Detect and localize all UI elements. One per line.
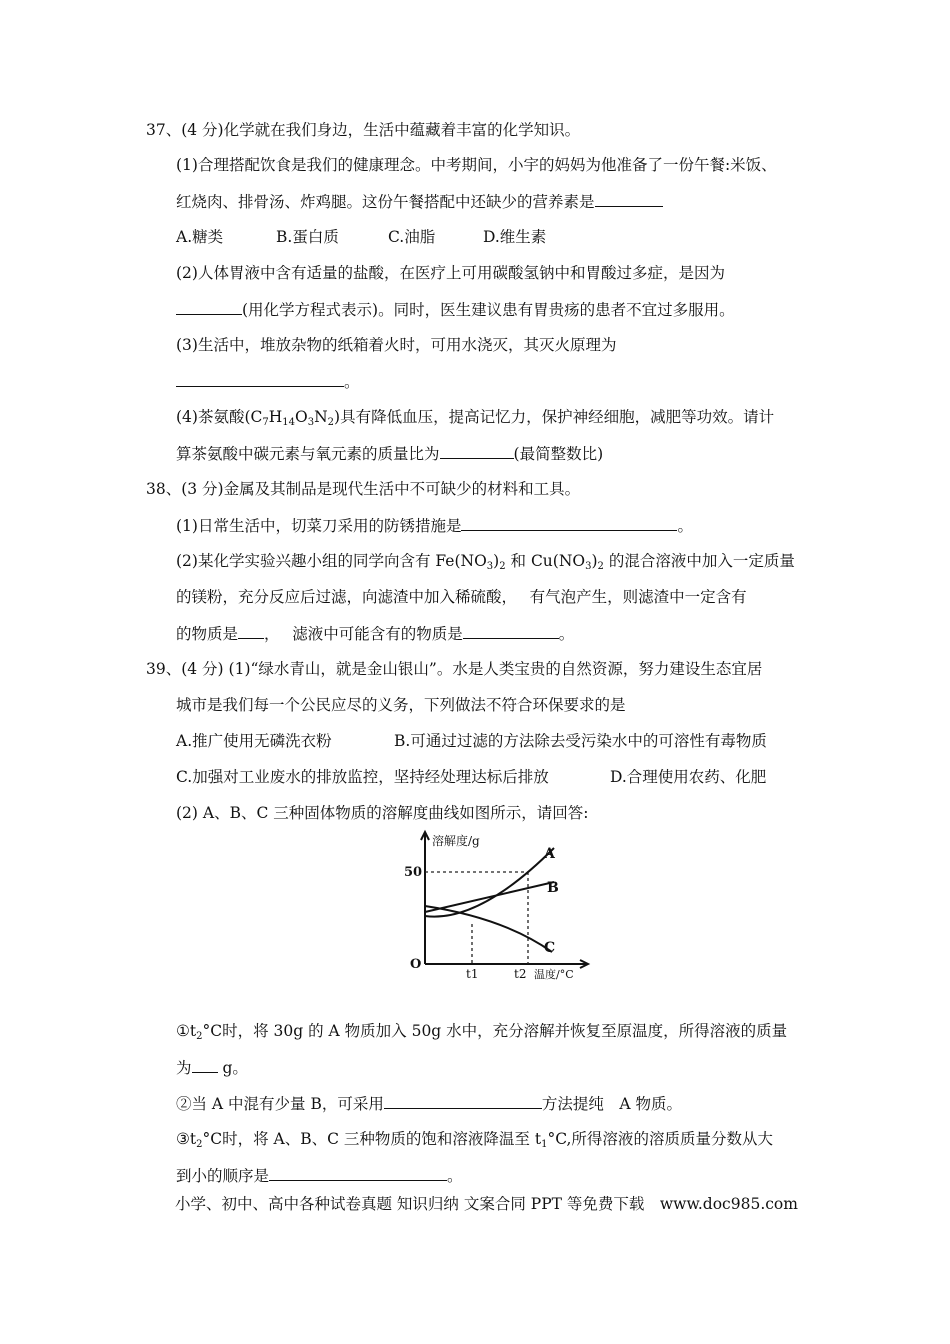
y-tick-50: 50 [404,865,423,880]
q37-part1-text: 红烧肉、排骨汤、炸鸡腿。这份午餐搭配中还缺少的营养素是 [176,193,595,211]
text: ②当 A 中混有少量 B，可采用 [176,1095,384,1113]
text: )具有降低血压，提高记忆力，保护神经细胞，减肥等功效。请计 [334,408,775,426]
answer-blank[interactable] [440,443,514,459]
label-a: A [544,846,555,862]
q39-sub1-line2 [176,1057,248,1078]
subscript: 3 [307,417,315,428]
q37-stem: 37、(4 分)化学就在我们身边，生活中蕴藏着丰富的化学知识。 [146,121,581,139]
subscript: 3 [585,561,592,572]
text: N [314,408,328,426]
text: 。 [558,625,575,643]
text: ) [493,552,500,570]
text: 的物质是 [176,625,239,643]
curve-b [425,882,554,912]
text: (1)日常生活中，切菜刀采用的防锈措施是 [176,517,462,535]
x-axis-label: 温度/°C [534,968,574,981]
answer-blank[interactable] [192,1057,218,1073]
q39-options-row2 [176,767,766,787]
text: 和 Cu(NO [505,552,586,570]
q37-part2-line2 [176,299,735,320]
q39-part1-line2: 城市是我们每一个公民应尽的义务，下列做法不符合环保要求的是 [176,696,626,714]
subscript: 14 [282,417,296,428]
q38-part2-line1 [176,551,795,571]
answer-blank[interactable] [384,1093,542,1109]
q37-option-b: B.蛋白质 [276,228,339,246]
answer-blank[interactable] [269,1165,447,1181]
subscript: 2 [327,417,335,428]
q38-part1 [176,515,693,536]
curve-c [425,906,552,952]
q39-sub3-line1 [176,1129,773,1149]
q37-part3-line1: (3)生活中，堆放杂物的纸箱着火时，可用水浇灭，其灭火原理为 [176,336,617,354]
text: (4)茶氨酸(C [176,408,263,426]
text: (2)某化学实验兴趣小组的同学向含有 Fe(NO [176,552,487,570]
q38-part2-line2: 的镁粉，充分反应后过滤，向滤渣中加入稀硫酸， 有气泡产生，则滤渣中一定含有 [176,588,747,606]
q37-part4-line1 [176,407,774,427]
q39-sub2 [176,1093,682,1114]
q37-part3-end: 。 [344,373,360,391]
text: O [295,408,308,426]
text: 。 [447,1167,463,1185]
text: 到小的顺序是 [176,1167,270,1185]
text: 。 [677,517,693,535]
q38-part2-line3 [176,623,574,644]
q37-part4-line2 [176,443,603,464]
x-tick-t2: t2 [514,967,527,981]
q39-option-d: D.合理使用农药、化肥 [610,768,767,786]
answer-blank[interactable] [176,299,242,315]
q39-options-row1 [176,731,767,751]
y-axis-label: 溶解度/g [432,834,480,848]
text: 方法提纯 A 物质。 [541,1095,682,1113]
q39-option-b: B.可通过过滤的方法除去受污染水中的可溶性有毒物质 [394,732,767,750]
origin-label: O [410,957,422,972]
answer-blank[interactable] [463,623,559,639]
subscript: 7 [262,417,269,428]
x-tick-t1: t1 [466,967,479,981]
answer-blank[interactable] [238,623,264,639]
solubility-chart [394,828,594,988]
subscript: 3 [486,561,494,572]
text: H [268,408,283,426]
text: ) [591,552,598,570]
q37-part3-line2 [176,371,360,392]
text: °C时，将 30g 的 A 物质加入 50g 水中，充分溶解并恢复至原温度，所得溶液的质量 [202,1022,788,1040]
q37-part1-line2 [176,191,663,212]
text: ③t [176,1130,197,1148]
q37-option-c: C.油脂 [388,228,436,246]
text: g。 [217,1059,248,1077]
text: ①t [176,1022,197,1040]
q37-part2-text: (用化学方程式表示)。同时，医生建议患有胃贵疡的患者不宜过多服用。 [242,301,735,319]
curve-a [425,848,554,917]
q39-sub1-line1 [176,1021,787,1041]
subscript: 2 [196,1139,203,1150]
q39-option-a: A.推广使用无磷洗衣粉 [176,732,332,750]
text: °C,所得溶液的溶质质量分数从大 [547,1130,773,1148]
subscript: 2 [499,561,506,572]
text: 算茶氨酸中碳元素与氧元素的质量比为 [176,445,440,463]
q39-sub3-line2 [176,1165,463,1186]
footer-text: 小学、初中、高中各种试卷真题 知识归纳 文案合同 PPT 等免费下载 www.doc985.com [175,1195,798,1213]
text: °C时，将 A、B、C 三种物质的饱和溶液降温至 t [202,1130,542,1148]
subscript: 1 [541,1139,548,1150]
label-c: C [544,940,556,956]
answer-blank[interactable] [595,191,663,207]
subscript: 2 [196,1031,203,1042]
q39-part2: (2) A、B、C 三种固体物质的溶解度曲线如图所示，请回答: [176,804,589,822]
text: 为 [176,1059,192,1077]
answer-blank[interactable] [461,515,677,531]
q37-option-a: A.糖类 [176,228,224,246]
q37-option-d: D.维生素 [483,228,547,246]
subscript: 2 [597,561,604,572]
text: ， 滤液中可能含有的物质是 [264,625,463,643]
q37-options [176,227,546,247]
q38-stem: 38、(3 分)金属及其制品是现代生活中不可缺少的材料和工具。 [146,480,581,498]
text: (最简整数比) [513,445,604,463]
answer-blank[interactable] [176,371,344,387]
label-b: B [547,880,559,896]
text: 的混合溶液中加入一定质量 [603,552,795,570]
q39-stem: 39、(4 分) (1)“绿水青山，就是金山银山”。水是人类宝贵的自然资源，努力建设生态宜居 [146,660,763,678]
q37-part1-line1: (1)合理搭配饮食是我们的健康理念。中考期间，小宇的妈妈为他准备了一份午餐:米饭、 [176,156,777,174]
q37-part2-line1: (2)人体胃液中含有适量的盐酸，在医疗上可用碳酸氢钠中和胃酸过多症，是因为 [176,264,725,282]
q39-option-c: C.加强对工业废水的排放监控，坚持经处理达标后排放 [176,768,549,786]
